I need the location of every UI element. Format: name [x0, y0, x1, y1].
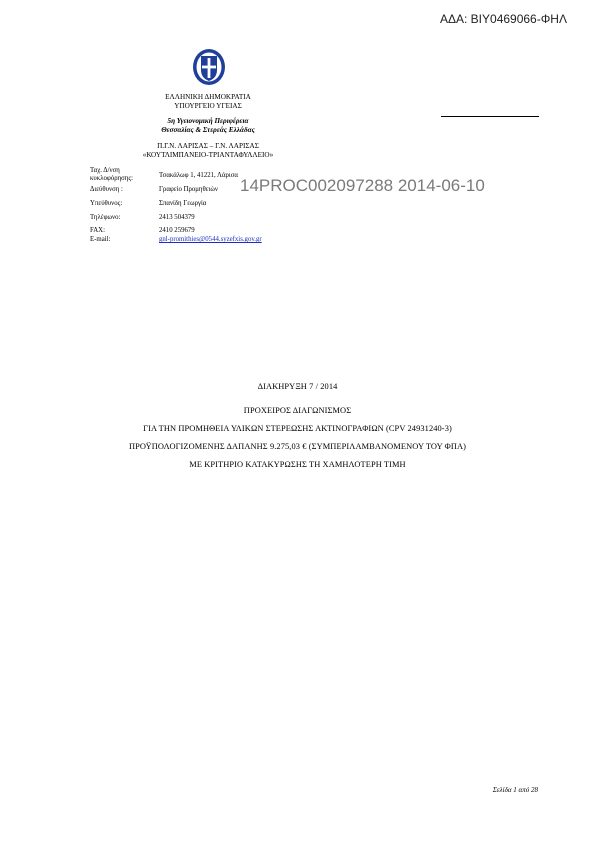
- greek-coat-of-arms-icon: [192, 46, 226, 86]
- notice-number: ΔΙΑΚΗΡΥΞΗ 7 / 2014: [257, 382, 338, 391]
- address-value: Τσακάλωφ 1, 41221, Λάρισα: [159, 172, 238, 179]
- hospital-subname: «ΚΟΥΤΛΙΜΠΑΝΕΙΟ-ΤΡΙΑΝΤΑΦΥΛΛΕΙΟ»: [142, 151, 274, 159]
- hospital-name: Π.Γ.Ν. ΛΑΡΙΣΑΣ – Γ.Ν. ΛΑΡΙΣΑΣ: [157, 142, 259, 150]
- fax-value: 2410 259679: [159, 227, 195, 234]
- phone-value: 2413 504379: [159, 214, 195, 221]
- page-number: Σελίδα 1 από 28: [492, 786, 538, 794]
- tender-criterion-title: ΜΕ ΚΡΙΤΗΡΙΟ ΚΑΤΑΚΥΡΩΣΗΣ ΤΗ ΧΑΜΗΛΟΤΕΡΗ ΤΙΜΗ: [189, 460, 406, 469]
- republic-label: ΕΛΛΗΝΙΚΗ ΔΗΜΟΚΡΑΤΙΑ: [165, 93, 251, 101]
- department-value: Γραφείο Προμηθειών: [159, 186, 218, 193]
- email-label: E-mail:: [90, 236, 111, 243]
- fax-label: FAX:: [90, 227, 105, 234]
- tender-subject-title: ΓΙΑ ΤΗΝ ΠΡΟΜΗΘΕΙΑ ΥΛΙΚΩΝ ΣΤΕΡΕΩΣΗΣ ΑΚΤΙΝΟΓΡΑΦΙΩΝ (CPV 24931240-3): [143, 424, 452, 433]
- responsible-value: Σπανίδη Γεωργία: [159, 200, 207, 207]
- tender-type-title: ΠΡΟΧΕΙΡΟΣ ΔΙΑΓΩΝΙΣΜΟΣ: [243, 406, 352, 415]
- department-label: Διεύθυνση :: [90, 186, 123, 193]
- health-region-label: 5η Υγειονομική Περιφέρεια: [167, 117, 249, 125]
- email-link[interactable]: gnl-promithies@0544.syzefxis.gov.gr: [159, 236, 262, 243]
- protocol-number-line: [441, 116, 539, 117]
- ada-code: ΑΔΑ: ΒΙΥ0469066-ΦΗΛ: [439, 12, 567, 26]
- health-region-area-label: Θεσσαλίας & Στερεάς Ελλάδας: [161, 126, 255, 134]
- responsible-label: Υπεύθυνος:: [90, 200, 123, 207]
- address-label: [90, 167, 150, 183]
- phone-label: Τηλέφωνο:: [90, 214, 121, 221]
- address-label-line2: κυκλοφόρησης:: [90, 175, 133, 182]
- procurement-watermark: 14PROC002097288 2014-06-10: [240, 176, 485, 195]
- tender-budget-title: ΠΡΟΫΠΟΛΟΓΙΖΟΜΕΝΗΣ ΔΑΠΑΝΗΣ 9.275,03 € (ΣΥΜΠΕΡΙΛΑΜΒΑΝΟΜΕΝΟΥ ΤΟΥ ΦΠΑ): [128, 442, 467, 451]
- address-label-line1: Ταχ. Δ/νση: [90, 167, 120, 174]
- ministry-label: ΥΠΟΥΡΓΕΙΟ ΥΓΕΙΑΣ: [174, 102, 242, 110]
